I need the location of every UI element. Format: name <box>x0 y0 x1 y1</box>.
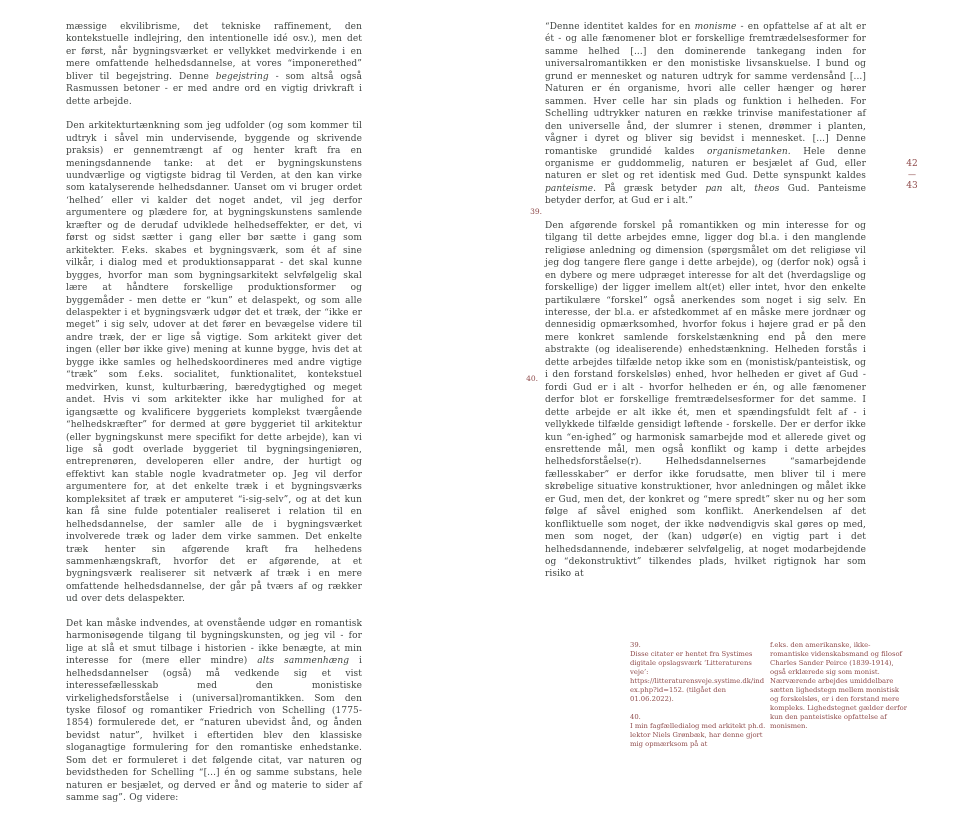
footnote-number: 40. <box>630 713 641 721</box>
page-number-right: 43 <box>906 181 918 191</box>
page-number-separator: — <box>908 170 916 179</box>
page-numbers <box>899 158 925 192</box>
block-quote: “Denne identitet kaldes for en monisme - en opfattelse af at alt er ét - og alle fænomener blot er forskellige fremtrædelsesformer for samme helhed [...] den dominerende tankegang inden for universalromantikken er den monistiske livsanskuelse. I bund og grund er mennesket og naturen udtryk for samme verdensånd [...] Naturen er én organisme, hvori alle celler hænger og hører sammen. Hver celle har sin plads og funktion i helheden. For Schelling udtrykker naturen en række trinvise manifestationer af den universelle ånd, der slumrer i stenen, drømmer i planten, vågner i dyret og bliver sig bevidst i mennesket. [...] Denne romantiske grundidé kaldes organismetanken. Hele denne organisme er guddommelig, naturen er besjælet af Gud, eller naturen er slet og ret identisk med Gud. Dette synspunkt kaldes panteisme. På græsk betyder pan alt, theos Gud. Panteisme betyder derfor, at Gud er i alt.” <box>545 22 867 207</box>
page-number-left: 42 <box>906 159 918 169</box>
footnotes-column-1 <box>630 641 768 758</box>
paragraph: mæssige ekvilibrisme, det tekniske raffinement, den kontekstuelle indlejring, den intentionelle idé osv.), men det er først, når bygningsværket er vellykket medvirkende i en mere omfattende helhedsdannelse, at vores “imponerethed” bliver til begejstring. Denne begejstring - som altså også Rasmussen betoner - er med andre ord en vigtig drivkraft i dette arbejde. <box>66 22 362 107</box>
footnote-marker-39: 39. <box>530 207 542 216</box>
footnotes-column-2 <box>770 641 908 731</box>
paragraph: Den afgørende forskel på romantikken og min interesse for og tilgang til dette arbejdes emne, ligger dog bl.a. i den manglende religiøse anledning og dimension (spørgsmålet om det religiøse vil jeg dog tangere flere gange i dette arbejde), og (derfor nok) også i en dybere og mere udpræget interesse for alt det (hverdagslige og forskellige) der ligger imellem alt(et) eller intet, hvor den enkelte partikulære “forskel” også anerkendes som noget i sig selv. En interesse, der bl.a. er afstedkommet af en måske mere jordnær og dennesidig opmærksomhed, hvorfor fokus i højere grad er på den mere konkret samlende forskelstænkning end på den mere abstrakte (og idealiserende) enhedstænkning. Helheden forstås i dette arbejdes tilfælde netop ikke som en (monistisk/panteistisk, og i den forstand forskelsløs) enhed, hvor helheden er givet af Gud - fordi Gud er i alt - hvorfor helheden er én, og alle fænomener derfor blot er forskellige fremtrædelsesformer for det samme. I dette arbejde er alt ikke ét, men et spændingsfuldt felt af - i vellykkede tilfælde gensidigt løftende - forskelle. Der er derfor ikke kun “en-ighed” og harmonisk samarbejde mod et allerede givet og ensrettende mål, men også konflikt og kamp i dette arbejdes helhedsforståelse(r). Helhedsdannelsernes “samarbejdende fællesskaber” er derfor ikke forudsatte, men bliver til i mere skrøbelige situative konstruktioner, hvor anledningen og målet ikke er Gud, men det, der konkret og “mere spredt” sker nu og her som følge af såvel enighed som konflikt. Anerkendelsen af det konfliktuelle som noget, der ikke nødvendigvis skal gøres op med, men som noget, der (kan) udgør(e) en vigtig part i det helhedsdannende, indebærer selvfølgelig, at noget modarbejdende og “dekonstruktivt” tilkendes plads, hvilket rigtignok har som risiko at <box>545 220 866 580</box>
paragraph: Det kan måske indvendes, at ovenstående udgør en romantisk harmonisøgende tilgang til bygningskunsten, og jeg vil - for lige at slå et smut tilbage i historien - ikke benægte, at min interesse for (mere eller mindre) alts sammenhæng i helhedsdannelser (også) må vedkende sig et vist interessefællesskab med den monistiske virkelighedsforståelse i (universal)romantikken. Som den tyske filosof og romantiker Friedrich von Schelling (1775-1854) formulerede det, er “naturen ubevidst ånd, og ånden bevidst natur”, hvilket i eftertiden blev den klassiske sloganagtige formulering for den romantiske enhedstanke. Som det er formuleret i det følgende citat, var naturen og bevidstheden for Schelling “[...] én og samme substans, hele naturen er besjælet, og derved er ånd og materie to sider af samme sag”. Og videre: <box>66 618 363 804</box>
left-page-text-column <box>66 21 362 817</box>
footnote-number: 39. <box>630 641 641 649</box>
footnote-39 <box>630 641 768 704</box>
footnote-marker-40: 40. <box>526 374 538 383</box>
footnote-40 <box>630 713 768 749</box>
right-page-text-column <box>545 21 866 593</box>
footnote-40-continuation: f.eks. den amerikanske, ikke-romantiske videnskabsmand og filosof Charles Sander Peirce (1839-1914), også erklærede sig som monist. Nærværende arbejdes umiddelbare sætten lighedstegn mellem monistisk og forskelsløs, er i den forstand mere kompleks. Lighedstegnet gælder derfor kun den panteistiske opfattelse af monismen. <box>770 641 907 730</box>
footnote-text: I min fagfælledialog med arkitekt ph.d. lektor Niels Grønbæk, har denne gjort mig opmærksom på at <box>630 722 766 748</box>
footnote-text: Disse citater er hentet fra Systimes digitale opslagsværk ‘Litteraturens veje’: https://litteraturensveje.systime.dk/index.php?id=152. (tilgået den 01.06.2022). <box>630 650 765 703</box>
paragraph: Den arkitekturtænkning som jeg udfolder (og som kommer til udtryk i såvel min undervisende, byggende og skrivende praksis) er gennemtrængt af og henter kraft fra en meningsdannende tanke: at det er bygningskunstens uundværlige og vigtigste bidrag til Verden, at den kan virke som katalyserende helhedsdanner. Uanset om vi bruger ordet ‘helhed’ eller vi kalder det noget andet, vil jeg derfor argumentere og plædere for, at bygningskunstens samlende kræfter og de derudaf udviklede helhedseffekter, er det, vi først og sidst sætter i gang eller bør sætte i gang som arkitekter. F.eks. skabes et bygningsværk, som ét af sine vilkår, i dialog med et produktionsapparat - det skal kunne bygges, hvorfor man som bygningsarkitekt selvfølgelig skal lære at håndtere forskellige produktionsformer og byggemåder - men dette er “kun” et delaspekt, og som alle delaspekter i et bygningsværk udgør det et træk, der “ikke er meget” i sig selv, udover at det fører en bevægelse videre til andre træk, der er lige så vigtige. Som arkitekt giver det ingen (eller bør ikke give) mening at kunne bygge, hvis det at bygge ikke samles og helhedskoordineres med andre vigtige “træk” som f.eks. socialitet, funktionalitet, kontekstuel medvirken, kunst, kulturbæring, bæredygtighed og meget andet. Hvis vi som arkitekter ikke har mulighed for at igangsætte og kvalificere byggeriets komplekst tværgående “helhedskræfter” for dermed at gøre byggeriet til arkitektur (eller bygningskunst mere specifikt for dette arbejde), kan vi lige så godt overlade byggeriet til bygningsingeniøren, entreprenøren, developeren eller andre, der hurtigt og effektivt kan stable nogle kvadratmeter op. Jeg vil derfor argumentere for, at det enkelte træk i et bygningsværks kompleksitet af træk er amputeret “i-sig-selv”, og at det kun kan få sine fulde potentialer realiseret i relation til en helhedsdannelse, der samler alle de i bygningsværket involverede træk og lader dem virke sammen. Det enkelte træk henter sin afgørende kraft fra helhedens sammenhængskraft, hvorfor det er afgørende, at et bygningsværk realiserer sit netværk af træk i en mere omfattende helhedsdannelse, der går på tværs af og rækker ud over dets delaspekter. <box>66 121 362 605</box>
